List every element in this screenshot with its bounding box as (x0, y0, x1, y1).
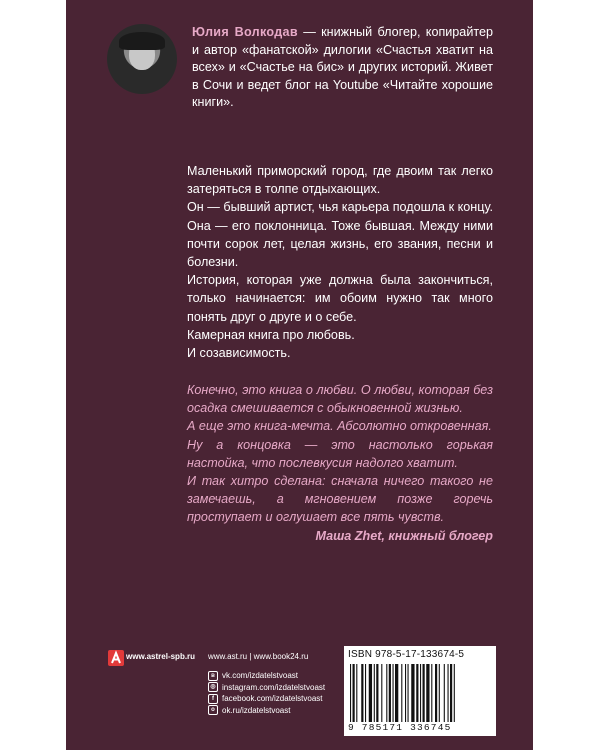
quote-line: А еще это книга-мечта. Абсолютно откровенная. (187, 419, 492, 434)
social-row (208, 682, 325, 694)
quote-signature: Маша Zhet, книжный блогер (315, 528, 493, 543)
social-link-text: ok.ru/izdatelstvoast (222, 705, 291, 715)
publisher-site: www.astrel-spb.ru (126, 652, 196, 661)
facebook-icon: f (208, 694, 218, 704)
description-paragraph: И созависимость. (187, 346, 291, 361)
social-links (208, 670, 325, 716)
publisher-links: www.ast.ru | www.book24.ru (208, 652, 309, 661)
social-link-text: instagram.com/izdatelstvoast (222, 682, 326, 692)
author-bio (192, 24, 493, 112)
social-row (208, 670, 325, 682)
quote-line: И так хитро сделана: сначала ничего такого не замечаешь, а мгновением позже горечь проступает и оглушает все пять чувств. (187, 474, 493, 525)
vk-icon: в (208, 671, 218, 681)
author-bio-text: — книжный блогер, копирайтер и автор «фанатской» дилогии «Счастья хватит на всех» и «Счастье на бис» и других историй. Живет в Сочи и ведет блог на Youtube «Читайте хорошие книги». (192, 25, 493, 109)
social-row (208, 705, 325, 717)
description-paragraph: История, которая уже должна была закончиться, только начинается: им обоим нужно так много понять друг о друге и о себе. (187, 273, 493, 324)
social-link-text: facebook.com/izdatelstvoast (222, 694, 323, 703)
ast-logo-icon (108, 650, 124, 666)
quote-line: Ну а концовка — это настолько горькая настойка, что послевкусия надолго хватит. (187, 437, 493, 470)
isbn-text: ISBN 978-5-17-133674-5 (348, 649, 465, 660)
description-paragraph: Маленький приморский город, где двоим так легко затеряться в толпе отдыхающих. (187, 164, 493, 197)
author-photo (107, 24, 177, 94)
barcode-icon (348, 664, 492, 722)
review-quote (187, 381, 493, 545)
barcode-digits: 9 785171 336745 (348, 722, 452, 733)
barcode-block (344, 646, 496, 736)
author-name: Юлия Волкодав (192, 25, 298, 39)
social-link-text: vk.com/izdatelstvoast (222, 671, 299, 680)
book-description (187, 162, 493, 362)
description-paragraph: Он — бывший артист, чья карьера подошла к концу. Она — его поклонница. Тоже бывшая. Между ними почти сорок лет, целая жизнь, его звания, песни и болезни. (187, 200, 493, 270)
social-row (208, 693, 325, 705)
description-paragraph: Камерная книга про любовь. (187, 327, 355, 342)
ok-icon: о (208, 705, 218, 715)
quote-line: Конечно, это книга о любви. О любви, которая без осадка смешивается с обыкновенной жизнью. (187, 383, 493, 416)
back-cover (66, 0, 533, 750)
instagram-icon: ◎ (208, 682, 218, 692)
